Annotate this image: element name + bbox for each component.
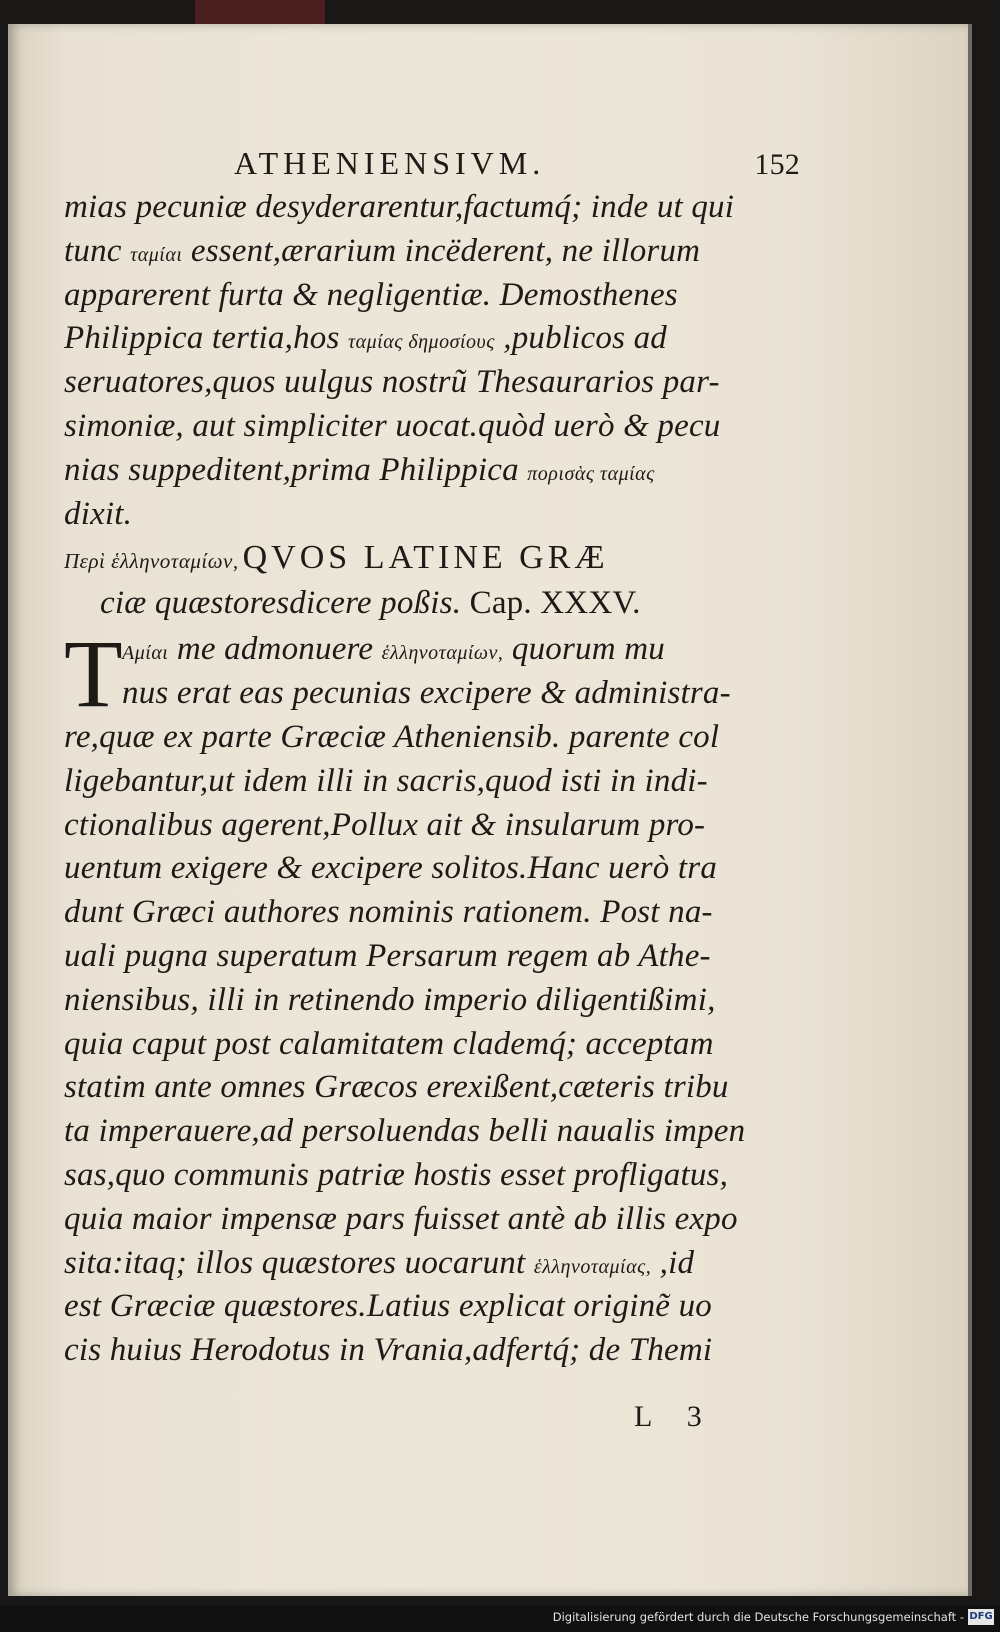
text-fragment: nias suppeditent,prima Philippica	[64, 451, 519, 488]
greek-word: ταμίας δημοσίους	[347, 331, 495, 354]
text-line: uali pugna superatum Persarum regem ab Athe-	[64, 937, 711, 974]
text-fragment: me admonuere	[176, 631, 374, 668]
text-line: re,quæ ex parte Græciæ Atheniensib. parente col	[64, 718, 720, 755]
text-line	[64, 449, 804, 493]
chapter-greek-title: Περὶ ἑλληνοταμίων,	[64, 549, 239, 574]
text-line: dunt Græci authores nominis rationem. Post na-	[64, 894, 713, 931]
chapter-title-caps: QVOS LATINE GRÆ	[242, 539, 609, 577]
text-fragment: ,id	[659, 1244, 695, 1281]
text-line: ctionalibus agerent,Pollux ait & insularum pro-	[64, 806, 706, 843]
paragraph	[64, 620, 804, 728]
text-fragment: quorum mu	[511, 631, 665, 668]
text-line: cis huius Herodotus in Vrania,adfertq́; de Themi	[64, 1332, 713, 1369]
text-line: mias pecuniæ desyderarentur,factumq́; inde ut qui	[64, 189, 735, 225]
text-fragment: sita:itaq; illos quæstores uocarunt	[64, 1244, 526, 1281]
text-line: seruatores,quos uulgus nostrũ Thesaurarios par-	[64, 364, 720, 401]
funding-credit: Digitalisierung gefördert durch die Deutsche Forschungsgemeinschaft -	[552, 1610, 964, 1624]
text-line: est Græciæ quæstores.Latius explicat originẽ uo	[64, 1288, 713, 1325]
footer-bar	[0, 1605, 1000, 1632]
text-line: apparerent furta & negligentiæ. Demosthenes	[64, 276, 678, 313]
text-line: statim ante omnes Græcos erexißent,cæteris tribu	[64, 1069, 729, 1106]
book-edge	[195, 0, 325, 24]
text-line: dixit.	[64, 495, 133, 532]
drop-cap: T	[64, 620, 123, 728]
greek-word: πορισὰς ταμίας	[527, 462, 655, 485]
chapter-number: Cap. XXXV.	[469, 585, 641, 622]
greek-word: Αμίαι	[122, 642, 169, 665]
text-fragment: ,publicos ad	[503, 320, 667, 357]
text-line: uentum exigere & excipere solitos.Hanc uerò tra	[64, 850, 718, 887]
greek-word: ἑλληνοταμίας,	[533, 1255, 652, 1278]
text-line: niensibus, illi in retinendo imperio diligentißimi,	[64, 981, 716, 1018]
text-line	[64, 1242, 804, 1286]
text-line	[64, 317, 804, 361]
text-fragment: essent,ærarium incëderent, ne illorum	[190, 232, 701, 269]
greek-word: ταμίαι	[130, 243, 183, 266]
text-line: ta imperauere,ad persoluendas belli naualis impen	[64, 1113, 746, 1150]
page-header	[64, 142, 804, 184]
text-line: quia maior impensæ pars fuisset antè ab illis expo	[64, 1200, 738, 1237]
signature-mark: L 3	[634, 1400, 716, 1433]
text-line: quia caput post calamitatem clademq́; acceptam	[64, 1025, 714, 1062]
greek-word: ἑλληνοταμίων,	[381, 642, 504, 665]
text-line	[64, 230, 804, 274]
chapter-subtitle-text: ciæ quæstoresdicere poßis.	[100, 585, 462, 622]
chapter-subtitle	[100, 582, 804, 628]
running-head: ATHENIENSIVM.	[234, 145, 546, 181]
text-block	[64, 142, 804, 1373]
book-page	[8, 24, 972, 1596]
text-line: ligebantur,ut idem illi in sacris,quod isti in indi-	[64, 762, 708, 799]
text-line: nus erat eas pecunias excipere & administra-	[122, 675, 731, 712]
text-fragment: Philippica tertia,hos	[64, 320, 340, 357]
text-line: simoniæ, aut simpliciter uocat.quòd uerò & pecu	[64, 407, 721, 444]
text-fragment: tunc	[64, 232, 122, 269]
text-line	[64, 628, 804, 672]
dfg-logo[interactable]: DFG	[968, 1609, 994, 1625]
page-number: 152	[754, 148, 800, 181]
text-line: sas,quo communis patriæ hostis esset profligatus,	[64, 1156, 729, 1193]
chapter-heading	[64, 536, 804, 582]
